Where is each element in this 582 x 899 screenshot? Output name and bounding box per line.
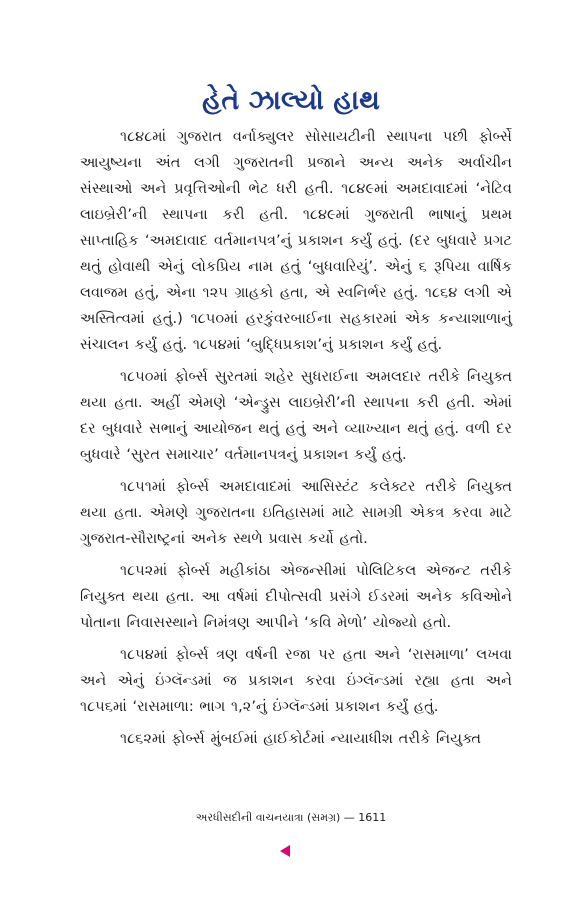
paragraph-1: ૧૮૪૮માં ગુજરાત વર્નાક્યુલર સોસાયટીની સ્થાપના પછી ફોર્બ્સે આયુષ્યના અંત લગી ગુજરાતની પ્રજાને અન્ય અનેક અર્વાચીન સંસ્થાઓ અને પ્રવૃત્તિઓની ભેટ ધરી હતી. ૧૮૪૯માં અમદાવાદમાં ‘નેટિવ લાઇબ્રેરી’ની સ્થાપના કરી હતી. ૧૮૪૯માં ગુજરાતી ભાષાનું પ્રથમ સાપ્તાહિક ‘અમદાવાદ વર્તમાનપત્ર’નું પ્રકાશન કર્યું હતું. (દર બુધવારે પ્રગટ થતું હોવાથી એનું લોકપ્રિય નામ હતું ‘બુધવારિયું’. એનું ૬ રૂપિયા વાર્ષિક લવાજમ હતું, એના ૧૨૫ ગ્રાહકો હતા, એ સ્વનિર્ભર હતું. ૧૮૬૪ લગી એ અસ્તિત્વમાં હતું.) ૧૮૫૦માં હરકુંવરબાઈના સહકારમાં એક કન્યાશાળાનું સંચાલન કર્યું હતું. ૧૮૫૪માં ‘બુદ્ધિપ્રકાશ’નું પ્રકાશન કર્યું હતું. — [80, 128, 512, 353]
paragraph-3: ૧૮૫૧માં ફોર્બ્સ અમદાવાદમાં આસિસ્ટંટ કલેક્ટર તરીકે નિયુક્ત થયા હતા. એમણે ગુજરાતના ઇતિહાસમાં માટે સામગ્રી એકત્ર કરવા માટે ગુજરાત-સૌરાષ્ટ્રનાં અનેક સ્થળે પ્રવાસ કર્યો હતો. — [80, 478, 512, 547]
page-title: હેતે ઝાલ્યો હાથ — [202, 85, 380, 116]
previous-page-arrow-icon[interactable] — [280, 845, 290, 857]
paragraph-5: ૧૮૫૪માં ફોર્બ્સ ત્રણ વર્ષની રજા પર હતા અને ‘રાસમાળા’ લખવા અને એનું ઇંગ્લૅન્ડમાં જ પ્રકાશન કરવા ઇંગ્લૅન્ડમાં રહ્યા હતા અને ૧૮૫૬માં ‘રાસમાળા: ભાગ ૧,૨’નું ઇંગ્લૅન્ડમાં પ્રકાશન કર્યું હતું. — [80, 646, 512, 715]
paragraph-2: ૧૮૫૦માં ફોર્બ્સ સુરતમાં શહેર સુધરાઈના અમલદાર તરીકે નિયુક્ત થયા હતા. અહીં એમણે ‘એન્ડ્રુસ લાઇબ્રેરી’ની સ્થાપના કરી હતી. એમાં દર બુધવારે સભાનું આયોજન થતું હતું અને વ્યાખ્યાન થતું હતું. વળી દર બુધવારે ‘સુરત સમાચાર’ વર્તમાનપત્રનું પ્રકાશન કર્યું હતું. — [80, 368, 512, 463]
body-text — [80, 124, 512, 758]
page-footer: અરધીસદીની વાચનયાત્રા (સમગ્ર) — 1611 — [195, 811, 387, 824]
paragraph-4: ૧૮૫૨માં ફોર્બ્સ મહીકાંઠા એજન્સીમાં પોલિટિકલ એજન્ટ તરીકે નિયુક્ત થયા હતા. આ વર્ષમાં દીપોત્સવી પ્રસંગે ઈડરમાં અનેક કવિઓને પોતાના નિવાસસ્થાને નિમંત્રણ આપીને ‘કવિ મેળો’ યોજ્યો હતો. — [80, 562, 512, 631]
paragraph-6: ૧૮૬૨માં ફોર્બ્સ મુંબઈમાં હાઈકોર્ટમાં ન્યાયાધીશ તરીકે નિયુક્ત — [120, 730, 481, 747]
